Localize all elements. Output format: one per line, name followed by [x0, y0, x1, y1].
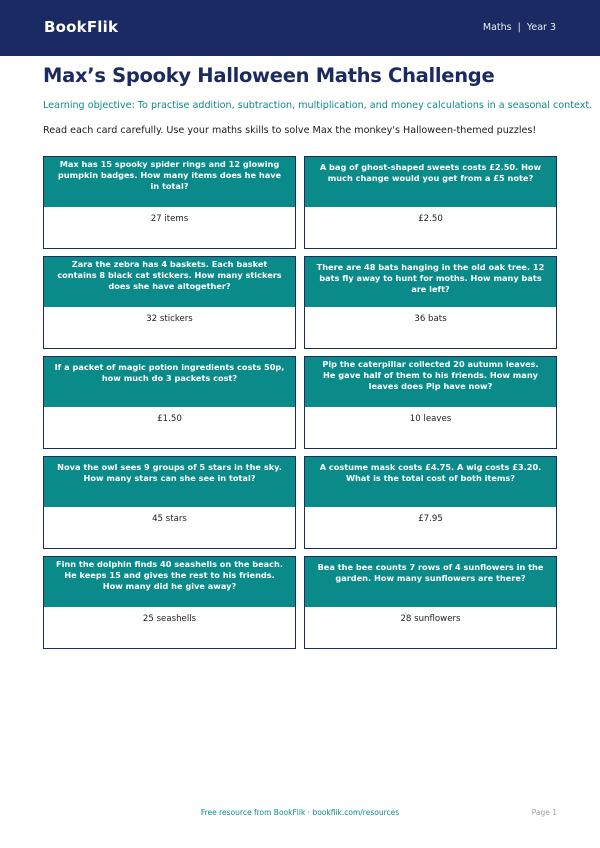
answer-text: 27 items [150, 214, 189, 224]
answer-text: 36 bats [414, 314, 447, 324]
question-card [43, 556, 296, 649]
question-text: Nova the owl sees 9 groups of 5 stars in the sky. How many stars can she see in total? [44, 457, 295, 507]
question-card [43, 156, 296, 249]
question-text: Bea the bee counts 7 rows of 4 sunflowers in the garden. How many sunflowers are there? [305, 557, 556, 607]
question-text: Zara the zebra has 4 baskets. Each basket contains 8 black cat stickers. How many stickers does she have altogether? [44, 257, 295, 307]
answer-text: 25 seashells [142, 614, 197, 624]
question-card [43, 456, 296, 549]
intro-text: Read each card carefully. Use your maths skills to solve Max the monkey's Halloween-themed puzzles! [43, 125, 537, 136]
footer-credit[interactable]: Free resource from BookFlik · bookflik.com/resources [200, 808, 400, 817]
answer-text: 28 sunflowers [400, 614, 461, 624]
question-card [304, 256, 557, 349]
question-text: Pip the caterpillar collected 20 autumn leaves. He gave half of them to his friends. How many leaves does Pip have now? [305, 357, 556, 407]
breadcrumb [483, 22, 556, 33]
answer-text: £7.95 [418, 514, 443, 524]
question-card [43, 256, 296, 349]
question-card [304, 156, 557, 249]
question-card [304, 556, 557, 649]
answer-text: £1.50 [157, 414, 182, 424]
answer-text: 10 leaves [409, 414, 452, 424]
question-text: There are 48 bats hanging in the old oak tree. 12 bats fly away to hunt for moths. How many bats are left? [305, 257, 556, 307]
question-text: If a packet of magic potion ingredients costs 50p, how much do 3 packets cost? [44, 357, 295, 407]
question-card [43, 356, 296, 449]
answer-text: £2.50 [418, 214, 443, 224]
question-card-grid [43, 156, 557, 649]
question-card [304, 356, 557, 449]
question-card [304, 456, 557, 549]
question-text: Max has 15 spooky spider rings and 12 glowing pumpkin badges. How many items does he have in total? [44, 157, 295, 207]
page-number: Page 1 [531, 808, 557, 817]
subject-label: Maths [482, 22, 512, 33]
question-text: A costume mask costs £4.75. A wig costs £3.20. What is the total cost of both items? [305, 457, 556, 507]
year-label: Year 3 [526, 22, 556, 33]
learning-objective: Learning objective: To practise addition, subtraction, multiplication, and money calculations in a seasonal context. [43, 100, 593, 111]
question-text: A bag of ghost-shaped sweets costs £2.50. How much change would you get from a £5 note? [305, 157, 556, 207]
top-banner [0, 0, 600, 56]
page-title: Max’s Spooky Halloween Maths Challenge [43, 64, 495, 87]
brand-logo[interactable]: BookFlik [44, 18, 119, 36]
question-text: Finn the dolphin finds 40 seashells on the beach. He keeps 15 and gives the rest to his friends. How many did he give away? [44, 557, 295, 607]
answer-text: 45 stars [152, 514, 187, 524]
breadcrumb-separator: | [517, 22, 521, 33]
answer-text: 32 stickers [146, 314, 193, 324]
